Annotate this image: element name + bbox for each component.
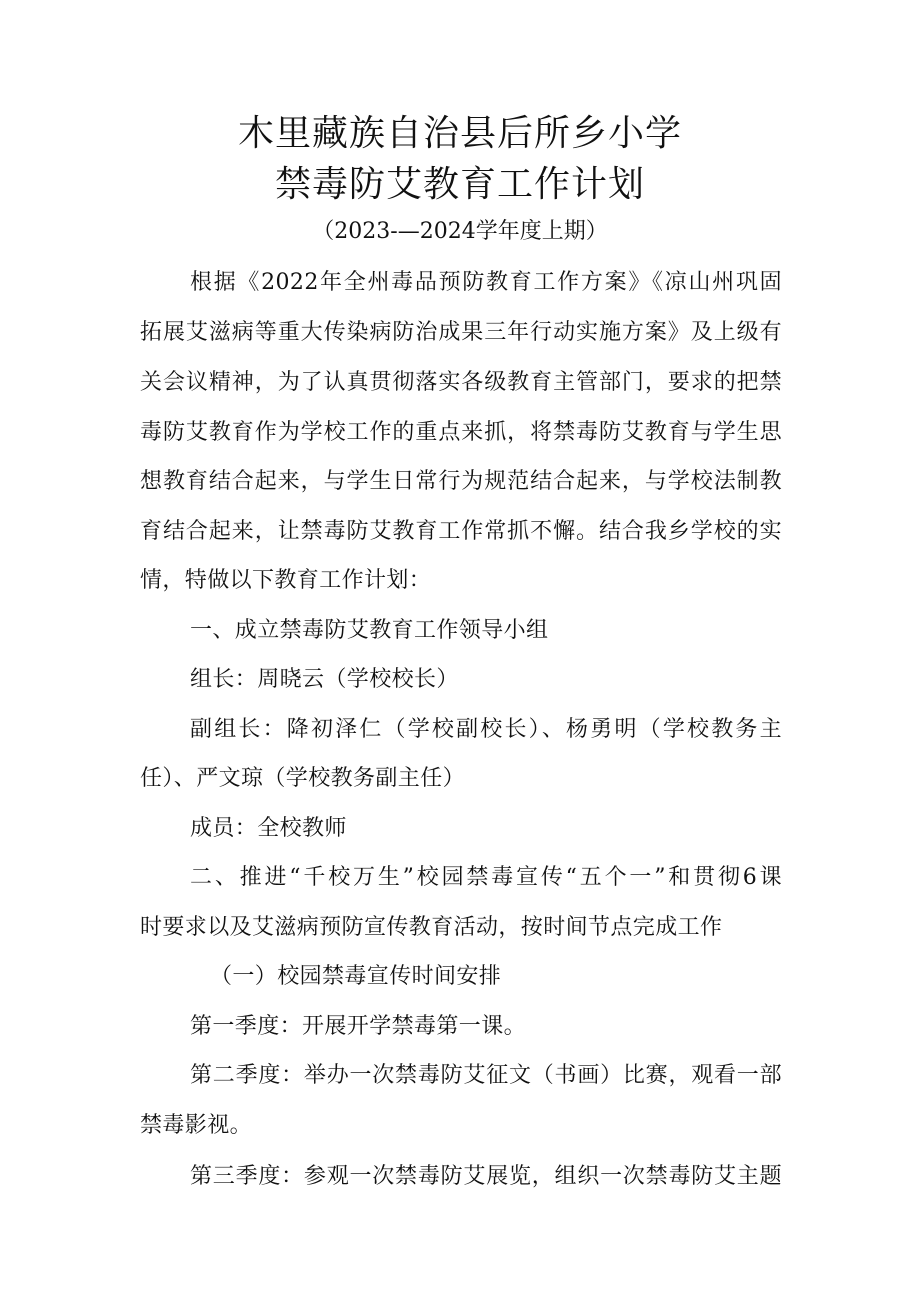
- paragraph-line: 毒防艾教育作为学校工作的重点来抓，将禁毒防艾教育与学生思: [140, 420, 782, 445]
- schedule-line-cont: 禁毒影视。: [140, 1113, 253, 1138]
- paragraph-line: 根据《2022年全州毒品预防教育工作方案》《凉山州巩固: [190, 270, 782, 295]
- section-heading: 一、成立禁毒防艾教育工作领导小组: [190, 618, 549, 643]
- subsection-heading: （一）校园禁毒宣传时间安排: [210, 964, 502, 989]
- paragraph-line: 想教育结合起来，与学生日常行为规范结合起来，与学校法制教: [140, 469, 782, 494]
- leader-line: 组长：周晓云（学校校长）: [190, 667, 459, 692]
- paragraph-line: 育结合起来，让禁毒防艾教育工作常抓不懈。结合我乡学校的实: [140, 519, 782, 544]
- document-title-line2: 禁毒防艾教育工作计划: [274, 164, 645, 205]
- paragraph-line: 情，特做以下教育工作计划：: [140, 568, 432, 593]
- section-heading-cont: 时要求以及艾滋病预防宣传教育活动，按时间节点完成工作: [140, 915, 723, 940]
- paragraph-line: 拓展艾滋病等重大传染病防治成果三年行动实施方案》及上级有: [140, 320, 782, 345]
- section-heading: 二、推进“千校万生”校园禁毒宣传“五个一”和贯彻6课: [190, 865, 782, 890]
- schedule-line: 第三季度：参观一次禁毒防艾展览，组织一次禁毒防艾主题: [190, 1164, 782, 1189]
- document-subtitle: （2023-—2024学年度上期）: [312, 219, 608, 244]
- document-title-line1: 木里藏族自治县后所乡小学: [237, 113, 682, 154]
- paragraph-line: 关会议精神，为了认真贯彻落实各级教育主管部门，要求的把禁: [140, 370, 782, 395]
- schedule-line: 第一季度：开展开学禁毒第一课。: [190, 1014, 527, 1039]
- deputy-leader-line-cont: 任）、严文琼（学校教务副主任）: [140, 766, 466, 791]
- schedule-line: 第二季度：举办一次禁毒防艾征文（书画）比赛，观看一部: [190, 1063, 782, 1088]
- members-line: 成员：全校教师: [190, 816, 347, 841]
- deputy-leader-line: 副组长：降初泽仁（学校副校长）、杨勇明（学校教务主: [190, 717, 782, 742]
